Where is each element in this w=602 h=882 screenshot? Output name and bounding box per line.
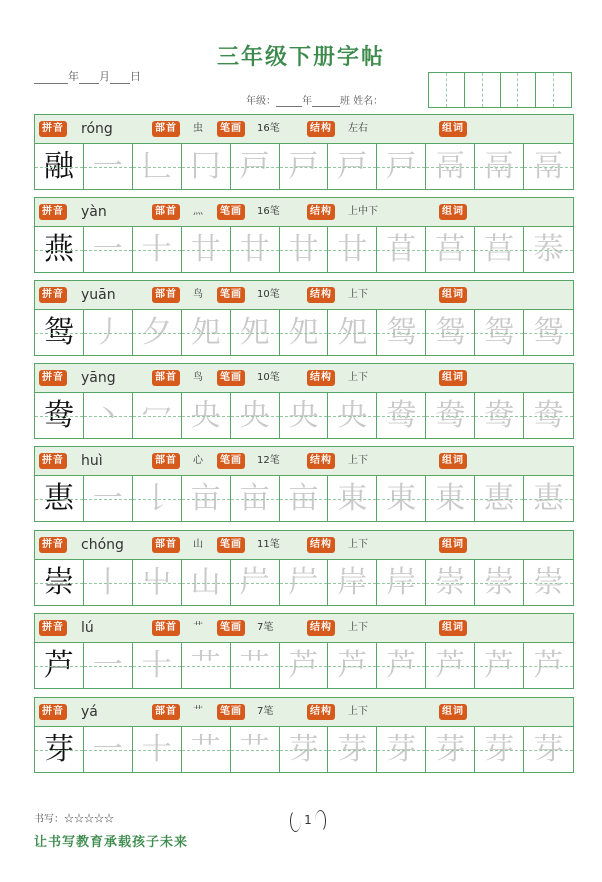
radical-tag: 部首 — [152, 620, 180, 636]
char-row-header — [35, 447, 573, 476]
trace-cell[interactable]: 戸 — [280, 144, 329, 190]
radical-value: 艹 — [193, 622, 203, 633]
char-row-header — [35, 364, 573, 393]
trace-cell[interactable]: 丶 — [84, 393, 133, 439]
trace-cell[interactable]: 芽 — [524, 727, 573, 773]
char-row — [34, 697, 574, 773]
words-tag: 组词 — [439, 204, 467, 220]
trace-cell[interactable]: 亩 — [280, 476, 329, 522]
practice-grid — [35, 727, 573, 773]
trace-cell[interactable]: 丨 — [84, 560, 133, 606]
structure-tag: 结构 — [307, 204, 335, 220]
strokes-value: 10笔 — [257, 372, 280, 383]
radical-value: 虫 — [193, 123, 203, 134]
name-box[interactable] — [428, 72, 572, 108]
trace-cell[interactable]: 芦 — [280, 643, 329, 689]
trace-cell[interactable]: 廿 — [182, 227, 231, 273]
strokes-tag: 笔画 — [217, 121, 245, 137]
strokes-value: 16笔 — [257, 206, 280, 217]
words-tag: 组词 — [439, 370, 467, 386]
strokes-value: 7笔 — [257, 622, 274, 633]
practice-grid — [35, 310, 573, 356]
trace-cell[interactable]: 東 — [328, 476, 377, 522]
trace-cell[interactable]: 崇 — [475, 560, 524, 606]
pinyin-tag: 拼音 — [39, 620, 67, 636]
radical-value: 心 — [193, 455, 203, 466]
trace-cell[interactable]: 鸯 — [524, 393, 573, 439]
char-row — [34, 530, 574, 606]
words-tag: 组词 — [439, 537, 467, 553]
trace-cell[interactable]: 央 — [231, 393, 280, 439]
trace-cell[interactable]: 一 — [84, 144, 133, 190]
year-label: 年 — [68, 70, 79, 83]
words-tag: 组词 — [439, 453, 467, 469]
radical-tag: 部首 — [152, 537, 180, 553]
trace-cell[interactable]: 央 — [328, 393, 377, 439]
structure-tag: 结构 — [307, 453, 335, 469]
trace-cell[interactable]: 鬲 — [426, 144, 475, 190]
trace-cell[interactable]: 一 — [84, 727, 133, 773]
trace-cell[interactable]: 夗 — [280, 310, 329, 356]
words-tag: 组词 — [439, 287, 467, 303]
structure-tag: 结构 — [307, 537, 335, 553]
pinyin-tag: 拼音 — [39, 121, 67, 137]
trace-cell[interactable]: 惠 — [524, 476, 573, 522]
pinyin-tag: 拼音 — [39, 537, 67, 553]
pinyin-value: yuān — [81, 287, 116, 303]
trace-cell[interactable]: 冂 — [182, 144, 231, 190]
strokes-value: 11笔 — [257, 539, 280, 550]
strokes-tag: 笔画 — [217, 204, 245, 220]
trace-cell[interactable]: 丿 — [84, 310, 133, 356]
trace-cell[interactable]: 東 — [426, 476, 475, 522]
trace-cell[interactable]: 山 — [182, 560, 231, 606]
trace-cell[interactable]: 鸳 — [475, 310, 524, 356]
trace-cell[interactable]: 鸯 — [475, 393, 524, 439]
char-row-header — [35, 531, 573, 560]
trace-cell[interactable]: 鸯 — [377, 393, 426, 439]
slogan: 让书写教育承载孩子未来 — [34, 835, 189, 850]
trace-cell[interactable]: 鬲 — [524, 144, 573, 190]
trace-cell[interactable]: 一 — [84, 227, 133, 273]
strokes-tag: 笔画 — [217, 537, 245, 553]
trace-cell[interactable]: 夗 — [328, 310, 377, 356]
char-row — [34, 613, 574, 689]
trace-cell[interactable]: 崇 — [426, 560, 475, 606]
pinyin-value: yāng — [81, 370, 116, 386]
class-blank[interactable] — [312, 95, 340, 107]
radical-tag: 部首 — [152, 370, 180, 386]
student-info — [246, 92, 383, 107]
words-tag: 组词 — [439, 121, 467, 137]
model-character: 融 — [35, 144, 84, 190]
radical-value: 鸟 — [193, 289, 203, 300]
practice-grid — [35, 643, 573, 689]
radical-value: 灬 — [193, 206, 203, 217]
strokes-tag: 笔画 — [217, 453, 245, 469]
trace-cell[interactable]: 夗 — [231, 310, 280, 356]
pinyin-value: huì — [81, 453, 103, 469]
trace-cell[interactable]: 夗 — [182, 310, 231, 356]
model-character: 鸯 — [35, 393, 84, 439]
structure-value: 上下 — [348, 622, 368, 633]
trace-cell[interactable]: 央 — [182, 393, 231, 439]
trace-cell[interactable]: 屵 — [280, 560, 329, 606]
trace-cell[interactable]: 苜 — [377, 227, 426, 273]
month-blank[interactable] — [79, 72, 99, 84]
trace-cell[interactable]: 冖 — [133, 393, 182, 439]
pinyin-value: lú — [81, 620, 94, 636]
grade-year-label: 年 — [302, 96, 312, 107]
trace-cell[interactable]: 一 — [84, 476, 133, 522]
trace-cell[interactable]: 廿 — [231, 227, 280, 273]
trace-cell[interactable]: 東 — [377, 476, 426, 522]
trace-cell[interactable]: 鸳 — [426, 310, 475, 356]
trace-cell[interactable]: 十 — [133, 227, 182, 273]
year-blank[interactable] — [34, 72, 68, 84]
trace-cell[interactable]: 芦 — [524, 643, 573, 689]
trace-cell[interactable]: 崇 — [524, 560, 573, 606]
trace-cell[interactable]: 夕 — [133, 310, 182, 356]
trace-cell[interactable]: 芦 — [328, 643, 377, 689]
trace-cell[interactable]: 莒 — [475, 227, 524, 273]
radical-value: 艹 — [193, 706, 203, 717]
char-row-header — [35, 698, 573, 727]
trace-cell[interactable]: 鬲 — [475, 144, 524, 190]
strokes-tag: 笔画 — [217, 704, 245, 720]
pinyin-value: yá — [81, 704, 98, 720]
trace-cell[interactable]: 屮 — [133, 560, 182, 606]
trace-cell[interactable]: 岸 — [328, 560, 377, 606]
model-character: 芽 — [35, 727, 84, 773]
trace-cell[interactable]: 𠄌 — [133, 476, 182, 522]
grade-label: 年级： — [246, 96, 276, 107]
day-blank[interactable] — [110, 72, 130, 84]
strokes-tag: 笔画 — [217, 287, 245, 303]
structure-tag: 结构 — [307, 121, 335, 137]
trace-cell[interactable]: 戸 — [328, 144, 377, 190]
trace-cell[interactable]: 芦 — [475, 643, 524, 689]
practice-grid — [35, 393, 573, 439]
radical-tag: 部首 — [152, 453, 180, 469]
trace-cell[interactable]: 芽 — [426, 727, 475, 773]
day-label: 日 — [130, 70, 141, 83]
strokes-value: 12笔 — [257, 455, 280, 466]
trace-cell[interactable]: 惠 — [475, 476, 524, 522]
structure-value: 左右 — [348, 123, 368, 134]
trace-cell[interactable]: 屵 — [231, 560, 280, 606]
char-row — [34, 446, 574, 522]
structure-tag: 结构 — [307, 704, 335, 720]
trace-cell[interactable]: 芽 — [280, 727, 329, 773]
class-label: 班 — [340, 96, 350, 107]
trace-cell[interactable]: 廿 — [280, 227, 329, 273]
page-title: 三年级下册字帖 — [216, 44, 385, 70]
structure-tag: 结构 — [307, 370, 335, 386]
radical-value: 鸟 — [193, 372, 203, 383]
char-row-header — [35, 614, 573, 643]
radical-tag: 部首 — [152, 121, 180, 137]
date-line — [34, 68, 141, 84]
trace-cell[interactable]: 鸯 — [426, 393, 475, 439]
radical-tag: 部首 — [152, 204, 180, 220]
trace-cell[interactable]: 菾 — [524, 227, 573, 273]
practice-grid — [35, 476, 573, 522]
trace-cell[interactable]: 艹 — [182, 643, 231, 689]
pinyin-tag: 拼音 — [39, 453, 67, 469]
trace-cell[interactable]: 岸 — [377, 560, 426, 606]
strokes-value: 7笔 — [257, 706, 274, 717]
trace-cell[interactable]: 𠃊 — [133, 144, 182, 190]
pinyin-tag: 拼音 — [39, 370, 67, 386]
trace-cell[interactable]: 一 — [84, 643, 133, 689]
char-row — [34, 280, 574, 356]
pinyin-tag: 拼音 — [39, 204, 67, 220]
trace-cell[interactable]: 艹 — [231, 727, 280, 773]
words-tag: 组词 — [439, 620, 467, 636]
model-character: 燕 — [35, 227, 84, 273]
model-character: 鸳 — [35, 310, 84, 356]
pinyin-value: yàn — [81, 204, 107, 220]
trace-cell[interactable]: 芦 — [377, 643, 426, 689]
structure-value: 上下 — [348, 706, 368, 717]
trace-cell[interactable]: 芦 — [426, 643, 475, 689]
trace-cell[interactable]: 艹 — [182, 727, 231, 773]
trace-cell[interactable]: 鸳 — [377, 310, 426, 356]
page-number: 1 — [290, 808, 326, 832]
pinyin-tag: 拼音 — [39, 287, 67, 303]
trace-cell[interactable]: 亩 — [231, 476, 280, 522]
trace-cell[interactable]: 鸳 — [524, 310, 573, 356]
writing-rating: 书写：☆☆☆☆☆ — [34, 814, 114, 825]
trace-cell[interactable]: 莒 — [426, 227, 475, 273]
radical-value: 山 — [193, 539, 203, 550]
trace-cell[interactable]: 廿 — [328, 227, 377, 273]
trace-cell[interactable]: 十 — [133, 643, 182, 689]
words-tag: 组词 — [439, 704, 467, 720]
trace-cell[interactable]: 央 — [280, 393, 329, 439]
char-row — [34, 363, 574, 439]
trace-cell[interactable]: 芽 — [475, 727, 524, 773]
char-row-header — [35, 115, 573, 144]
trace-cell[interactable]: 艹 — [231, 643, 280, 689]
radical-tag: 部首 — [152, 287, 180, 303]
char-row-header — [35, 281, 573, 310]
month-label: 月 — [99, 70, 110, 83]
trace-cell[interactable]: 芽 — [328, 727, 377, 773]
radical-tag: 部首 — [152, 704, 180, 720]
grade-blank[interactable] — [276, 95, 302, 107]
pinyin-tag: 拼音 — [39, 704, 67, 720]
practice-grid — [35, 227, 573, 273]
model-character: 芦 — [35, 643, 84, 689]
structure-value: 上下 — [348, 455, 368, 466]
structure-tag: 结构 — [307, 287, 335, 303]
structure-value: 上中下 — [348, 206, 378, 217]
pinyin-value: róng — [81, 121, 113, 137]
name-label: 姓名： — [353, 96, 384, 107]
strokes-tag: 笔画 — [217, 370, 245, 386]
structure-tag: 结构 — [307, 620, 335, 636]
trace-cell[interactable]: 戸 — [231, 144, 280, 190]
structure-value: 上下 — [348, 539, 368, 550]
char-row — [34, 197, 574, 273]
trace-cell[interactable]: 亩 — [182, 476, 231, 522]
pinyin-value: chóng — [81, 537, 124, 553]
practice-grid — [35, 144, 573, 190]
strokes-value: 10笔 — [257, 289, 280, 300]
strokes-tag: 笔画 — [217, 620, 245, 636]
trace-cell[interactable]: 十 — [133, 727, 182, 773]
structure-value: 上下 — [348, 289, 368, 300]
model-character: 惠 — [35, 476, 84, 522]
char-row-header — [35, 198, 573, 227]
strokes-value: 16笔 — [257, 123, 280, 134]
trace-cell[interactable]: 芽 — [377, 727, 426, 773]
practice-grid — [35, 560, 573, 606]
structure-value: 上下 — [348, 372, 368, 383]
char-row — [34, 114, 574, 190]
model-character: 崇 — [35, 560, 84, 606]
trace-cell[interactable]: 戸 — [377, 144, 426, 190]
